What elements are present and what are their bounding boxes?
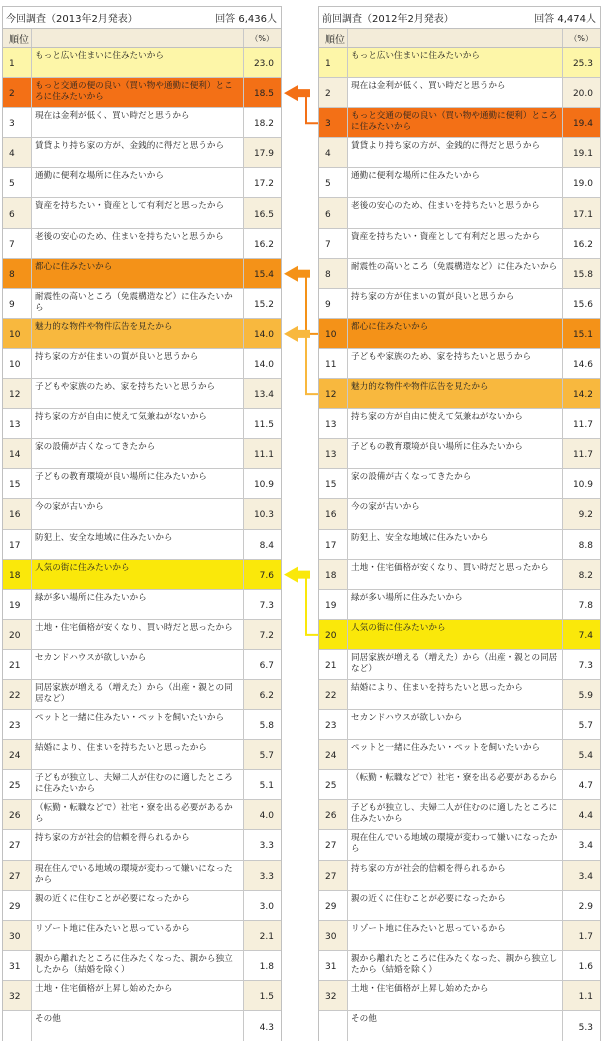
value-cell: 8.8: [563, 530, 600, 559]
reason-cell: 結婚により、住まいを持ちたいと思ったから: [32, 740, 244, 769]
rank-change-arrow: [284, 326, 318, 394]
rank-cell: 29: [3, 891, 32, 920]
rank-cell: 12: [319, 379, 348, 408]
table-row: [319, 800, 600, 830]
value-cell: 7.2: [244, 620, 281, 649]
rank-cell: 31: [3, 951, 32, 980]
value-cell: 4.3: [244, 1011, 281, 1041]
value-cell: 16.5: [244, 198, 281, 227]
table-row: [3, 981, 281, 1011]
reason-cell: 親の近くに住むことが必要になったから: [32, 891, 244, 920]
table-row: [3, 409, 281, 439]
value-cell: 1.6: [563, 951, 600, 980]
reason-cell: 家の設備が古くなってきたから: [348, 469, 563, 498]
table-row: [3, 499, 281, 529]
rank-cell: 8: [3, 259, 32, 288]
value-cell: 18.2: [244, 108, 281, 137]
rank-cell: 31: [319, 951, 348, 980]
column-header-row: [319, 29, 600, 48]
table-row: [319, 108, 600, 138]
table-row: [3, 1011, 281, 1041]
rank-cell: 3: [3, 108, 32, 137]
rank-cell: 6: [319, 198, 348, 227]
reason-cell: 土地・住宅価格が上昇し始めたから: [32, 981, 244, 1010]
reason-cell: 人気の街に住みたいから: [32, 560, 244, 589]
reason-cell: もっと交通の便の良い（買い物や通勤に便利）ところに住みたいから: [348, 108, 563, 137]
table-row: [3, 198, 281, 228]
rank-cell: 7: [3, 229, 32, 258]
rank-cell: 27: [3, 830, 32, 859]
table-row: [319, 499, 600, 529]
table-row: [3, 259, 281, 289]
reason-cell: 親の近くに住むことが必要になったから: [348, 891, 563, 920]
reason-cell: 都心に住みたいから: [32, 259, 244, 288]
rank-cell: 30: [3, 921, 32, 950]
reason-cell: 子どもが独立し、夫婦二人が住むのに適したところに住みたいから: [32, 770, 244, 799]
rank-cell: 24: [319, 740, 348, 769]
table-row: [3, 379, 281, 409]
table-header: [319, 7, 600, 29]
reason-cell: 持ち家の方が社会的信頼を得られるから: [32, 830, 244, 859]
table-row: [319, 680, 600, 710]
value-cell: 7.3: [563, 650, 600, 679]
value-cell: 10.9: [563, 469, 600, 498]
reason-cell: ペットと一緒に住みたい・ペットを飼いたいから: [348, 740, 563, 769]
reason-cell: リゾート地に住みたいと思っているから: [348, 921, 563, 950]
reason-column-header: [348, 29, 563, 47]
rank-cell: 17: [319, 530, 348, 559]
reason-cell: 子どもの教育環境が良い場所に住みたいから: [32, 469, 244, 498]
table-row: [319, 861, 600, 891]
rank-cell: 23: [3, 710, 32, 739]
value-cell: 4.7: [563, 770, 600, 799]
table-row: [3, 439, 281, 469]
table-row: [319, 530, 600, 560]
rank-cell: 32: [319, 981, 348, 1010]
table-row: [3, 78, 281, 108]
value-cell: 15.6: [563, 289, 600, 318]
reason-cell: セカンドハウスが欲しいから: [32, 650, 244, 679]
value-cell: 11.5: [244, 409, 281, 438]
rank-cell: 13: [319, 439, 348, 468]
reason-cell: 親から離れたところに住みたくなった、親から独立したから（結婚を除く）: [32, 951, 244, 980]
table-row: [319, 168, 600, 198]
table-row: [319, 439, 600, 469]
rank-change-arrow: [284, 567, 318, 635]
reason-cell: 耐震性の高いところ（免震構造など）に住みたいから: [348, 259, 563, 288]
reason-cell: もっと広い住まいに住みたいから: [348, 48, 563, 77]
reason-cell: 土地・住宅価格が安くなり、買い時だと思ったから: [348, 560, 563, 589]
reason-cell: 結婚により、住まいを持ちたいと思ったから: [348, 680, 563, 709]
value-cell: 3.4: [563, 830, 600, 859]
respondent-count: 回答 4,474人: [534, 14, 596, 25]
value-cell: 1.8: [244, 951, 281, 980]
value-cell: 8.2: [563, 560, 600, 589]
table-row: [319, 830, 600, 860]
value-cell: 6.7: [244, 650, 281, 679]
rank-cell: 24: [3, 740, 32, 769]
rank-change-arrow: [284, 266, 318, 334]
value-cell: 14.6: [563, 349, 600, 378]
table-row: [3, 349, 281, 379]
table-row: [3, 229, 281, 259]
rank-cell: 27: [319, 830, 348, 859]
table-row: [3, 590, 281, 620]
table-row: [3, 921, 281, 951]
reason-cell: （転勤・転職などで）社宅・寮を出る必要があるから: [32, 800, 244, 829]
value-cell: 1.1: [563, 981, 600, 1010]
reason-cell: 老後の安心のため、住まいを持ちたいと思うから: [32, 229, 244, 258]
table-row: [3, 530, 281, 560]
rank-cell: 1: [319, 48, 348, 77]
rank-cell: 18: [3, 560, 32, 589]
previous-survey-table: [318, 6, 601, 1041]
reason-cell: 子どもが独立し、夫婦二人が住むのに適したところに住みたいから: [348, 800, 563, 829]
reason-cell: 子どもや家族のため、家を持ちたいと思うから: [32, 379, 244, 408]
table-row: [319, 319, 600, 349]
reason-cell: 防犯上、安全な地域に住みたいから: [32, 530, 244, 559]
value-cell: 5.1: [244, 770, 281, 799]
table-row: [3, 560, 281, 590]
reason-cell: 同居家族が増える（増えた）から（出産・親との同居など）: [32, 680, 244, 709]
table-row: [319, 921, 600, 951]
rank-cell: 21: [319, 650, 348, 679]
value-cell: 11.7: [563, 409, 600, 438]
table-row: [319, 409, 600, 439]
value-cell: 5.4: [563, 740, 600, 769]
value-cell: 3.3: [244, 830, 281, 859]
table-row: [3, 891, 281, 921]
value-cell: 5.7: [244, 740, 281, 769]
reason-cell: 子どもや家族のため、家を持ちたいと思うから: [348, 349, 563, 378]
value-cell: 11.7: [563, 439, 600, 468]
reason-cell: セカンドハウスが欲しいから: [348, 710, 563, 739]
reason-cell: 人気の街に住みたいから: [348, 620, 563, 649]
value-cell: 15.4: [244, 259, 281, 288]
table-row: [3, 830, 281, 860]
value-cell: 3.0: [244, 891, 281, 920]
rank-cell: 5: [3, 168, 32, 197]
value-cell: 2.1: [244, 921, 281, 950]
survey-title: 今回調査（2013年2月発表）: [6, 14, 138, 25]
rank-cell: 26: [319, 800, 348, 829]
rank-cell: 13: [3, 409, 32, 438]
reason-cell: 家の設備が古くなってきたから: [32, 439, 244, 468]
rank-cell: 2: [319, 78, 348, 107]
rank-cell: 11: [319, 349, 348, 378]
value-cell: 15.1: [563, 319, 600, 348]
value-cell: 5.3: [563, 1011, 600, 1041]
table-row: [3, 800, 281, 830]
value-cell: 9.2: [563, 499, 600, 528]
rank-cell: 12: [3, 379, 32, 408]
table-header: [3, 7, 281, 29]
value-cell: 19.1: [563, 138, 600, 167]
reason-cell: 賃貸より持ち家の方が、金銭的に得だと思うから: [32, 138, 244, 167]
rank-cell: [3, 1011, 32, 1041]
value-cell: 17.9: [244, 138, 281, 167]
table-row: [3, 951, 281, 981]
reason-cell: 資産を持ちたい・資産として有利だと思ったから: [348, 229, 563, 258]
reason-cell: 今の家が古いから: [348, 499, 563, 528]
table-row: [319, 259, 600, 289]
reason-cell: 持ち家の方が自由に使えて気兼ねがないから: [32, 409, 244, 438]
table-row: [319, 198, 600, 228]
reason-cell: 都心に住みたいから: [348, 319, 563, 348]
table-row: [319, 981, 600, 1011]
reason-cell: 資産を持ちたい・資産として有利だと思ったから: [32, 198, 244, 227]
rank-cell: 22: [3, 680, 32, 709]
reason-cell: 子どもの教育環境が良い場所に住みたいから: [348, 439, 563, 468]
value-cell: 7.3: [244, 590, 281, 619]
table-row: [319, 469, 600, 499]
rank-cell: 4: [319, 138, 348, 167]
value-cell: 20.0: [563, 78, 600, 107]
reason-cell: 緑が多い場所に住みたいから: [32, 590, 244, 619]
value-cell: 18.5: [244, 78, 281, 107]
rank-cell: 8: [319, 259, 348, 288]
value-cell: 14.2: [563, 379, 600, 408]
table-row: [3, 680, 281, 710]
table-row: [319, 349, 600, 379]
unit-label: （%）: [563, 29, 600, 47]
rank-cell: 3: [319, 108, 348, 137]
reason-cell: 通勤に便利な場所に住みたいから: [348, 168, 563, 197]
value-cell: 8.4: [244, 530, 281, 559]
rank-cell: 2: [3, 78, 32, 107]
rank-cell: 5: [319, 168, 348, 197]
rank-cell: 18: [319, 560, 348, 589]
value-cell: 17.2: [244, 168, 281, 197]
rank-cell: 23: [319, 710, 348, 739]
reason-cell: 魅力的な物件や物件広告を見たから: [348, 379, 563, 408]
table-row: [3, 138, 281, 168]
reason-cell: もっと広い住まいに住みたいから: [32, 48, 244, 77]
table-row: [3, 620, 281, 650]
value-cell: 2.9: [563, 891, 600, 920]
reason-cell: 防犯上、安全な地域に住みたいから: [348, 530, 563, 559]
value-cell: 17.1: [563, 198, 600, 227]
rank-cell: 20: [3, 620, 32, 649]
reason-cell: 現在住んでいる地域の環境が変わって嫌いになったから: [348, 830, 563, 859]
table-row: [319, 740, 600, 770]
value-cell: 23.0: [244, 48, 281, 77]
table-row: [3, 650, 281, 680]
table-row: [319, 229, 600, 259]
table-row: [319, 590, 600, 620]
value-cell: 3.3: [244, 861, 281, 890]
value-cell: 4.0: [244, 800, 281, 829]
value-cell: 16.2: [563, 229, 600, 258]
rank-cell: 16: [319, 499, 348, 528]
rank-cell: 15: [319, 469, 348, 498]
column-header-row: [3, 29, 281, 48]
reason-cell: 持ち家の方が住まいの質が良いと思うから: [348, 289, 563, 318]
table-row: [3, 319, 281, 349]
value-cell: 13.4: [244, 379, 281, 408]
value-cell: 6.2: [244, 680, 281, 709]
table-row: [319, 891, 600, 921]
value-cell: 5.7: [563, 710, 600, 739]
reason-cell: 土地・住宅価格が安くなり、買い時だと思ったから: [32, 620, 244, 649]
value-cell: 14.0: [244, 319, 281, 348]
current-survey-table: [2, 6, 282, 1041]
value-cell: 14.0: [244, 349, 281, 378]
rank-cell: 15: [3, 469, 32, 498]
rank-cell: 32: [3, 981, 32, 1010]
reason-cell: 持ち家の方が自由に使えて気兼ねがないから: [348, 409, 563, 438]
reason-cell: ペットと一緒に住みたい・ペットを飼いたいから: [32, 710, 244, 739]
reason-cell: 現在は金利が低く、買い時だと思うから: [32, 108, 244, 137]
reason-cell: 通勤に便利な場所に住みたいから: [32, 168, 244, 197]
rank-cell: 4: [3, 138, 32, 167]
unit-label: （%）: [244, 29, 281, 47]
table-row: [319, 770, 600, 800]
table-row: [3, 48, 281, 78]
reason-cell: 緑が多い場所に住みたいから: [348, 590, 563, 619]
reason-cell: 耐震性の高いところ（免震構造など）に住みたいから: [32, 289, 244, 318]
value-cell: 15.2: [244, 289, 281, 318]
rank-cell: 6: [3, 198, 32, 227]
value-cell: 25.3: [563, 48, 600, 77]
rank-cell: 21: [3, 650, 32, 679]
reason-column-header: [32, 29, 244, 47]
table-row: [319, 710, 600, 740]
table-row: [319, 560, 600, 590]
table-row: [319, 289, 600, 319]
reason-cell: その他: [348, 1011, 563, 1041]
value-cell: 15.8: [563, 259, 600, 288]
rank-cell: 10: [319, 319, 348, 348]
table-row: [319, 650, 600, 680]
rank-column-header: 順位: [319, 29, 348, 47]
reason-cell: もっと交通の便の良い（買い物や通勤に便利）ところに住みたいから: [32, 78, 244, 107]
value-cell: 5.9: [563, 680, 600, 709]
rank-column-header: 順位: [3, 29, 32, 47]
rank-cell: [319, 1011, 348, 1041]
value-cell: 7.4: [563, 620, 600, 649]
value-cell: 1.7: [563, 921, 600, 950]
value-cell: 10.9: [244, 469, 281, 498]
value-cell: 7.8: [563, 590, 600, 619]
reason-cell: リゾート地に住みたいと思っているから: [32, 921, 244, 950]
rank-cell: 17: [3, 530, 32, 559]
value-cell: 16.2: [244, 229, 281, 258]
rank-cell: 7: [319, 229, 348, 258]
reason-cell: 土地・住宅価格が上昇し始めたから: [348, 981, 563, 1010]
reason-cell: （転勤・転職などで）社宅・寮を出る必要があるから: [348, 770, 563, 799]
rank-cell: 1: [3, 48, 32, 77]
reason-cell: 持ち家の方が社会的信頼を得られるから: [348, 861, 563, 890]
rank-cell: 14: [3, 439, 32, 468]
reason-cell: 老後の安心のため、住まいを持ちたいと思うから: [348, 198, 563, 227]
reason-cell: 持ち家の方が住まいの質が良いと思うから: [32, 349, 244, 378]
value-cell: 19.4: [563, 108, 600, 137]
table-row: [3, 770, 281, 800]
value-cell: 10.3: [244, 499, 281, 528]
rank-cell: 25: [3, 770, 32, 799]
value-cell: 3.4: [563, 861, 600, 890]
value-cell: 1.5: [244, 981, 281, 1010]
respondent-count: 回答 6,436人: [215, 14, 277, 25]
reason-cell: 現在は金利が低く、買い時だと思うから: [348, 78, 563, 107]
ranking-rows: [319, 48, 600, 1041]
table-row: [319, 951, 600, 981]
table-row: [319, 1011, 600, 1041]
rank-cell: 19: [319, 590, 348, 619]
table-row: [3, 289, 281, 319]
value-cell: 19.0: [563, 168, 600, 197]
survey-title: 前回調査（2012年2月発表）: [322, 14, 454, 25]
rank-cell: 13: [319, 409, 348, 438]
reason-cell: 現在住んでいる地域の環境が変わって嫌いになったから: [32, 861, 244, 890]
table-row: [3, 710, 281, 740]
reason-cell: 今の家が古いから: [32, 499, 244, 528]
table-row: [3, 740, 281, 770]
table-row: [3, 861, 281, 891]
rank-cell: 20: [319, 620, 348, 649]
ranking-rows: [3, 48, 281, 1041]
value-cell: 7.6: [244, 560, 281, 589]
rank-cell: 29: [319, 891, 348, 920]
table-row: [319, 48, 600, 78]
table-row: [319, 620, 600, 650]
rank-cell: 25: [319, 770, 348, 799]
table-row: [319, 78, 600, 108]
table-row: [319, 138, 600, 168]
reason-cell: 親から離れたところに住みたくなった、親から独立したから（結婚を除く）: [348, 951, 563, 980]
rank-cell: 9: [3, 289, 32, 318]
value-cell: 4.4: [563, 800, 600, 829]
rank-cell: 27: [319, 861, 348, 890]
table-row: [319, 379, 600, 409]
value-cell: 11.1: [244, 439, 281, 468]
value-cell: 5.8: [244, 710, 281, 739]
rank-cell: 27: [3, 861, 32, 890]
rank-cell: 26: [3, 800, 32, 829]
rank-cell: 16: [3, 499, 32, 528]
reason-cell: 同居家族が増える（増えた）から（出産・親との同居など）: [348, 650, 563, 679]
table-row: [3, 168, 281, 198]
reason-cell: 魅力的な物件や物件広告を見たから: [32, 319, 244, 348]
rank-cell: 9: [319, 289, 348, 318]
rank-cell: 30: [319, 921, 348, 950]
table-row: [3, 469, 281, 499]
reason-cell: その他: [32, 1011, 244, 1041]
reason-cell: 賃貸より持ち家の方が、金銭的に得だと思うから: [348, 138, 563, 167]
rank-cell: 22: [319, 680, 348, 709]
rank-change-arrow: [284, 85, 318, 123]
rank-cell: 10: [3, 319, 32, 348]
rank-cell: 19: [3, 590, 32, 619]
table-row: [3, 108, 281, 138]
rank-cell: 10: [3, 349, 32, 378]
